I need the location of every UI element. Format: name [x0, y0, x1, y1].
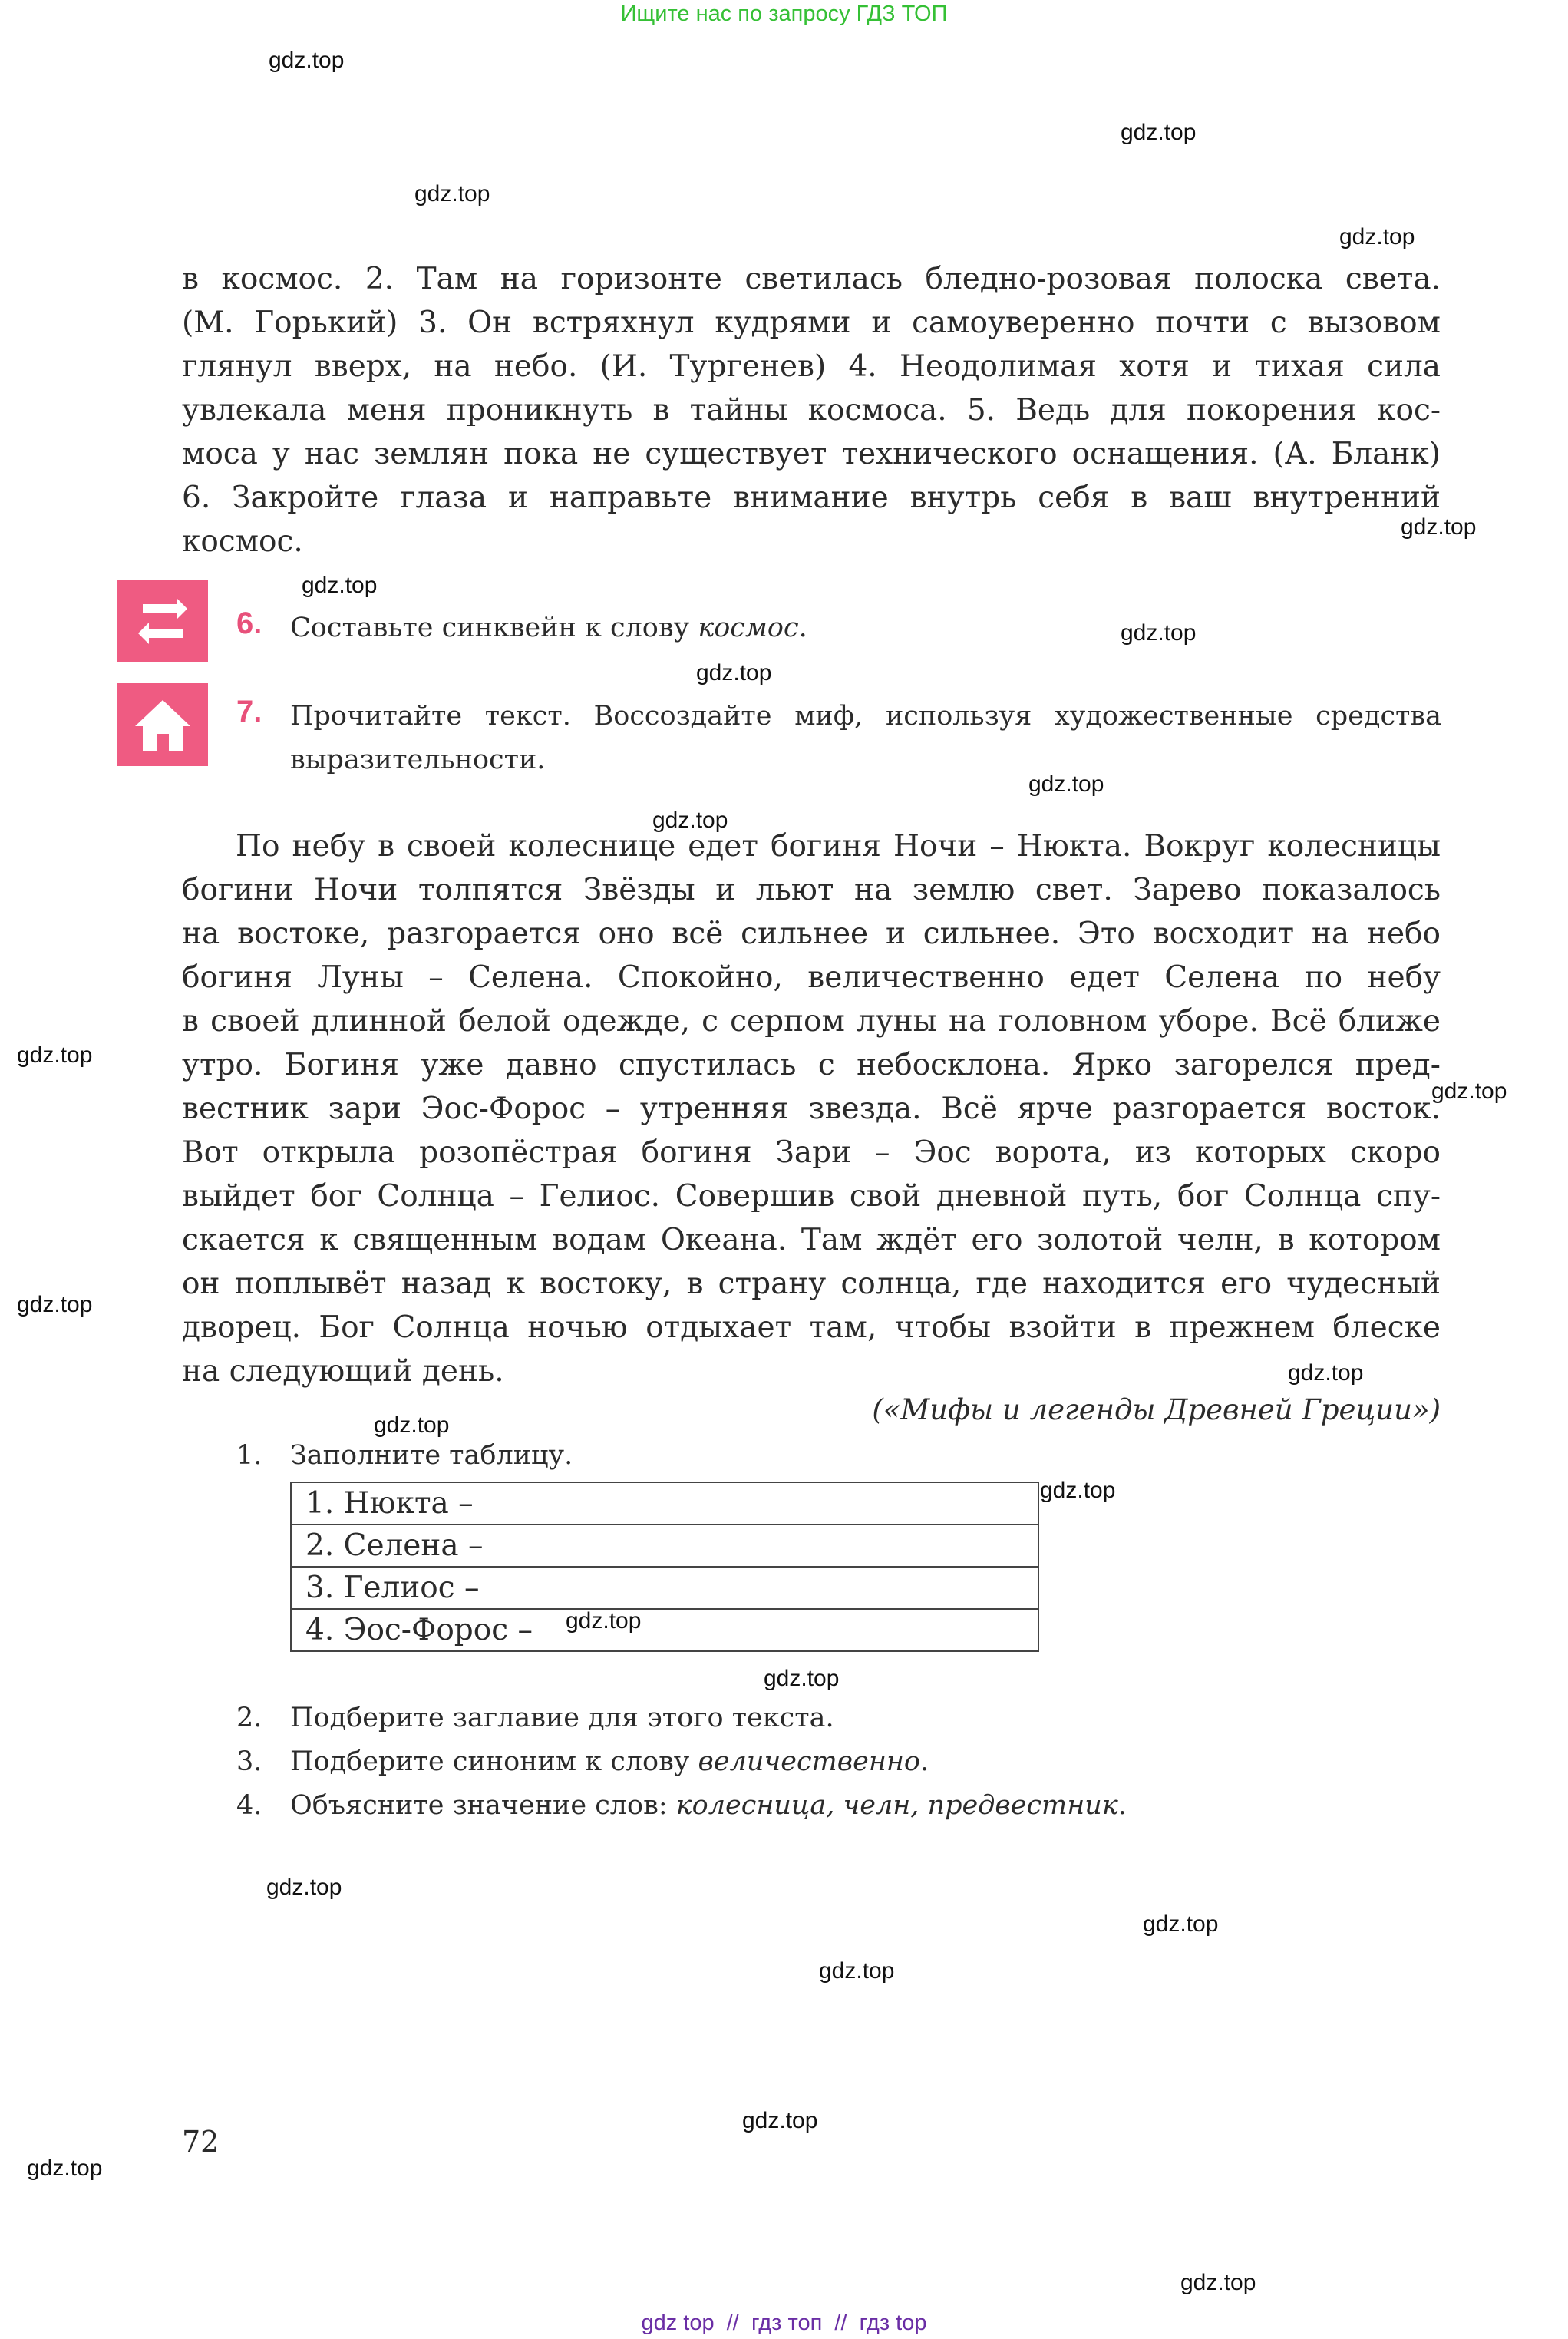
watermark: gdz.top	[269, 48, 345, 73]
table-row	[291, 1482, 1038, 1525]
watermark: gdz.top	[652, 808, 728, 833]
text-line: богиня Луны – Селена. Спокойно, величественно едет Селена по небу	[182, 960, 1441, 995]
task-7-text	[290, 695, 1441, 782]
text-line: на востоке, разгорается оно всё сильнее и сильнее. Это восходит на небо	[182, 917, 1441, 951]
watermark: gdz.top	[1040, 1478, 1116, 1503]
refresh-arrows-icon	[117, 580, 208, 662]
task-6-number: 6.	[236, 606, 262, 640]
text-line: богини Ночи толпятся Звёзды и льют на землю свет. Зарево показалось	[182, 873, 1441, 907]
text-line: (М. Горький) 3. Он встряхнул кудрями и самоуверенно почти с вызовом	[182, 306, 1441, 340]
text-line: утро. Богиня уже давно спустилась с небосклона. Ярко загорелся пред-	[182, 1048, 1441, 1082]
text-line: 6. Закройте глаза и направьте внимание внутрь себя в ваш внутренний	[182, 481, 1441, 515]
table-cell[interactable]: 1. Нюкта –	[291, 1482, 1038, 1525]
watermark: gdz.top	[302, 573, 378, 598]
q3-text	[290, 1746, 929, 1777]
intro-paragraph	[182, 257, 1441, 563]
text-line: глянул вверх, на небо. (И. Тургенев) 4. Неодолимая хотя и тихая сила	[182, 349, 1441, 384]
watermark: gdz.top	[1121, 620, 1197, 646]
watermark: gdz.top	[1121, 120, 1197, 145]
watermark: gdz.top	[374, 1412, 450, 1438]
q2-text: Подберите заглавие для этого текста.	[290, 1703, 834, 1733]
home-icon	[117, 683, 208, 766]
q3-end: .	[920, 1746, 929, 1777]
q4-label: Объясните значение слов:	[290, 1790, 668, 1821]
text-line: выйдет бог Солнца – Гелиос. Совершив свой дневной путь, бог Солнца спу-	[182, 1179, 1441, 1214]
text-line: моса у нас землян пока не существует технического оснащения. (А. Бланк)	[182, 437, 1441, 471]
q4-number: 4.	[236, 1790, 262, 1821]
q3-label: Подберите синоним к слову	[290, 1746, 690, 1777]
watermark: gdz.top	[414, 181, 490, 206]
table-row	[291, 1567, 1038, 1609]
text-line: космос.	[182, 524, 303, 559]
table-row	[291, 1525, 1038, 1567]
fill-table	[290, 1482, 1039, 1652]
q1-number: 1.	[236, 1440, 262, 1471]
watermark: gdz.top	[566, 1608, 642, 1634]
task-7-number: 7.	[236, 695, 262, 728]
source-citation: («Мифы и легенды Древней Греции»)	[872, 1393, 1441, 1426]
watermark: gdz.top	[266, 1875, 342, 1900]
text-line: он поплывёт назад к востоку, в страну солнца, где находится его чудесный	[182, 1267, 1441, 1301]
q4-text	[290, 1790, 1127, 1821]
watermark: gdz.top	[1401, 514, 1477, 540]
table-cell[interactable]: 4. Эос-Форос –	[291, 1609, 1038, 1651]
watermark: gdz.top	[1288, 1360, 1364, 1386]
text-line: Вот открыла розопёстрая богиня Зари – Эос ворота, из которых скоро	[182, 1135, 1441, 1170]
watermark: gdz.top	[1431, 1079, 1507, 1104]
watermark: gdz.top	[696, 660, 772, 686]
task-6-end: .	[798, 613, 807, 643]
text-line: увлекала меня проникнуть в тайны космоса. 5. Ведь для покорения кос-	[182, 393, 1441, 428]
task-7-line: Прочитайте текст. Воссоздайте миф, используя художественные средства	[290, 701, 1441, 732]
footer-links[interactable]: gdz top // гдз топ // гдз top	[641, 2311, 927, 2335]
text-line: в космос. 2. Там на горизонте светилась бледно-розовая полоска света.	[182, 262, 1441, 296]
text-line: дворец. Бог Солнца ночью отдыхает там, чтобы взойти в прежнем блеске	[182, 1310, 1441, 1345]
watermark: gdz.top	[17, 1292, 93, 1317]
task-6-word: космос	[698, 613, 799, 643]
text-line: на следующий день.	[182, 1354, 504, 1389]
watermark: gdz.top	[742, 2108, 818, 2133]
table-row	[291, 1609, 1038, 1651]
watermark: gdz.top	[17, 1042, 93, 1068]
watermark: gdz.top	[1028, 771, 1104, 797]
text-line: По небу в своей колеснице едет богиня Ночи – Нюкта. Вокруг колесницы	[236, 829, 1441, 864]
table-cell[interactable]: 2. Селена –	[291, 1525, 1038, 1567]
watermark: gdz.top	[819, 1958, 895, 1984]
page-number: 72	[182, 2125, 220, 2159]
watermark: gdz.top	[27, 2156, 103, 2181]
q2-number: 2.	[236, 1703, 262, 1733]
q3-word: величественно	[698, 1746, 920, 1777]
text-line: в своей длинной белой одежде, с серпом луны на головном уборе. Всё ближе	[182, 1004, 1441, 1039]
text-line: скается к священным водам Океана. Там ждёт его золотой челн, в котором	[182, 1223, 1441, 1257]
q1-text: Заполните таблицу.	[290, 1440, 573, 1471]
search-hint[interactable]: Ищите нас по запросу ГДЗ ТОП	[620, 2, 948, 26]
watermark: gdz.top	[1143, 1911, 1219, 1937]
task-6-label: Составьте синквейн к слову	[290, 613, 690, 643]
q3-number: 3.	[236, 1746, 262, 1777]
q4-end: .	[1117, 1790, 1127, 1821]
task-7-line: выразительности.	[290, 745, 546, 775]
myth-text	[182, 824, 1441, 1393]
watermark: gdz.top	[1339, 224, 1415, 249]
watermark: gdz.top	[1180, 2270, 1256, 2295]
table-cell[interactable]: 3. Гелиос –	[291, 1567, 1038, 1609]
task-6-text	[290, 606, 807, 650]
watermark: gdz.top	[764, 1666, 840, 1691]
q4-words: колесница, челн, предвестник	[675, 1790, 1118, 1821]
text-line: вестник зари Эос-Форос – утренняя звезда. Всё ярче разгорается восток.	[182, 1092, 1441, 1126]
